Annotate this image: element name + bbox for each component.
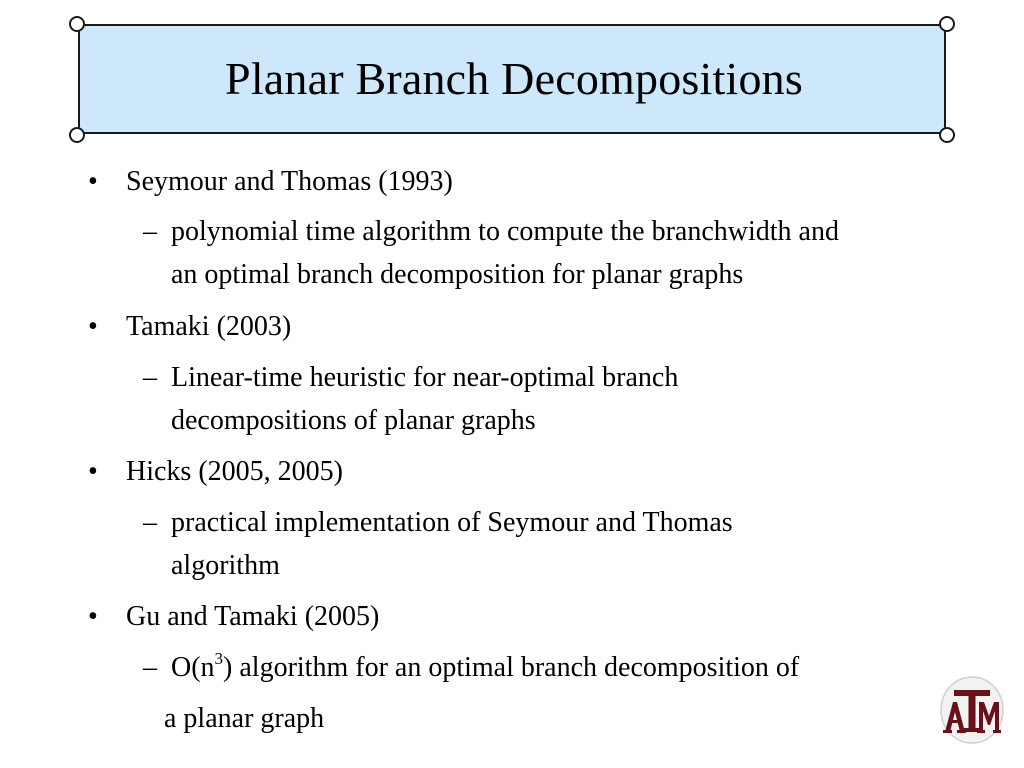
bullet-item: Seymour and Thomas (1993): [126, 166, 453, 197]
sub-bullet-marker: –: [143, 216, 157, 247]
bullet-marker: •: [88, 601, 98, 632]
bullet-marker: •: [88, 311, 98, 342]
resize-handle-top-left[interactable]: [69, 16, 85, 32]
atm-logo: [940, 676, 1004, 744]
sub-bullet-marker: –: [143, 507, 157, 538]
sub-bullet-line: algorithm: [171, 550, 280, 581]
sub-bullet-continuation: a planar graph: [164, 703, 325, 734]
sub-bullet-line: an optimal branch decomposition for planar graphs: [171, 259, 744, 290]
sub-bullet-line: [171, 647, 799, 689]
resize-handle-bottom-left[interactable]: [69, 127, 85, 143]
bullet-item: Tamaki (2003): [126, 311, 292, 342]
sub-bullet-line: polynomial time algorithm to compute the branchwidth and: [171, 216, 839, 247]
bullet-marker: •: [88, 456, 98, 487]
bullet-marker: •: [88, 166, 98, 197]
sub-bullet-prefix: O(n: [171, 652, 215, 683]
sub-bullet-suffix: ) algorithm for an optimal branch decomposition of: [223, 652, 800, 683]
title-box: [78, 24, 946, 134]
bullet-item: Hicks (2005, 2005): [126, 456, 343, 487]
sub-bullet-line: practical implementation of Seymour and Thomas: [171, 507, 733, 538]
sub-bullet-line: decompositions of planar graphs: [171, 405, 536, 436]
resize-handle-bottom-right[interactable]: [939, 127, 955, 143]
slide-title: Planar Branch Decompositions: [225, 53, 803, 104]
sub-bullet-marker: –: [143, 362, 157, 393]
sub-bullet-line: Linear-time heuristic for near-optimal branch: [171, 362, 679, 393]
sub-bullet-marker: –: [143, 652, 157, 683]
resize-handle-top-right[interactable]: [939, 16, 955, 32]
exponent: 3: [214, 648, 224, 668]
bullet-item: Gu and Tamaki (2005): [126, 601, 380, 632]
